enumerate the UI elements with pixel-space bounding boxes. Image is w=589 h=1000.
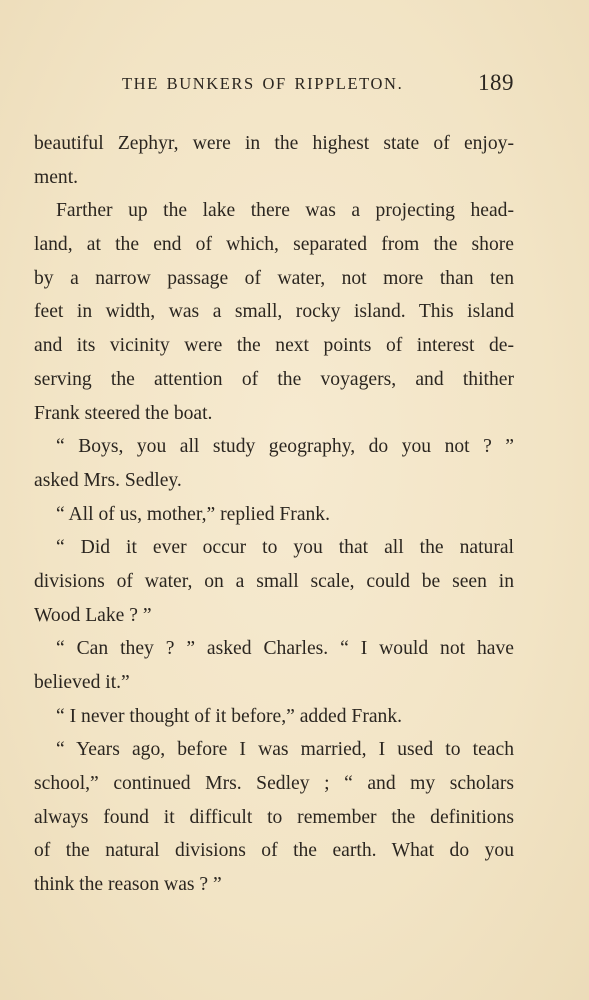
text-line: “ All of us, mother,” replied Frank. <box>56 503 331 525</box>
text-line: “ Did it ever occur to you that all the natural <box>56 537 514 559</box>
body-text <box>34 127 514 902</box>
text-line: and its vicinity were the next points of interest de- <box>34 335 514 357</box>
text-line: land, at the end of which, separated from the shore <box>34 234 514 256</box>
text-line: Wood Lake ? ” <box>34 604 152 626</box>
text-line: “ Years ago, before I was married, I used to teach <box>56 739 514 761</box>
text-line: Frank steered the boat. <box>34 402 213 424</box>
running-title: THE BUNKERS OF RIPPLETON. <box>122 74 404 93</box>
text-line: by a narrow passage of water, not more than ten <box>34 267 514 289</box>
text-line: “ Can they ? ” asked Charles. “ I would not have <box>56 638 514 660</box>
text-line: “ Boys, you all study geography, do you not ? ” <box>56 436 514 458</box>
text-line: “ I never thought of it before,” added Frank. <box>56 705 403 727</box>
text-line: asked Mrs. Sedley. <box>34 469 182 491</box>
text-line: beautiful Zephyr, were in the highest state of enjoy- <box>34 133 514 154</box>
page-number: 189 <box>478 70 514 95</box>
text-line: always found it difficult to remember the definitions <box>34 806 514 828</box>
text-line: of the natural divisions of the earth. What do you <box>34 840 514 862</box>
text-line: school,” continued Mrs. Sedley ; “ and my scholars <box>34 773 514 795</box>
text-line: ment. <box>34 166 79 188</box>
text-line: think the reason was ? ” <box>34 874 222 896</box>
text-line: believed it.” <box>34 672 130 693</box>
text-line: feet in width, was a small, rocky island. This island <box>34 301 514 323</box>
text-line: divisions of water, on a small scale, could be seen in <box>34 570 514 592</box>
text-line: Farther up the lake there was a projecting head- <box>56 200 514 222</box>
text-line: serving the attention of the voyagers, and thither <box>34 368 514 390</box>
running-head <box>34 70 514 100</box>
